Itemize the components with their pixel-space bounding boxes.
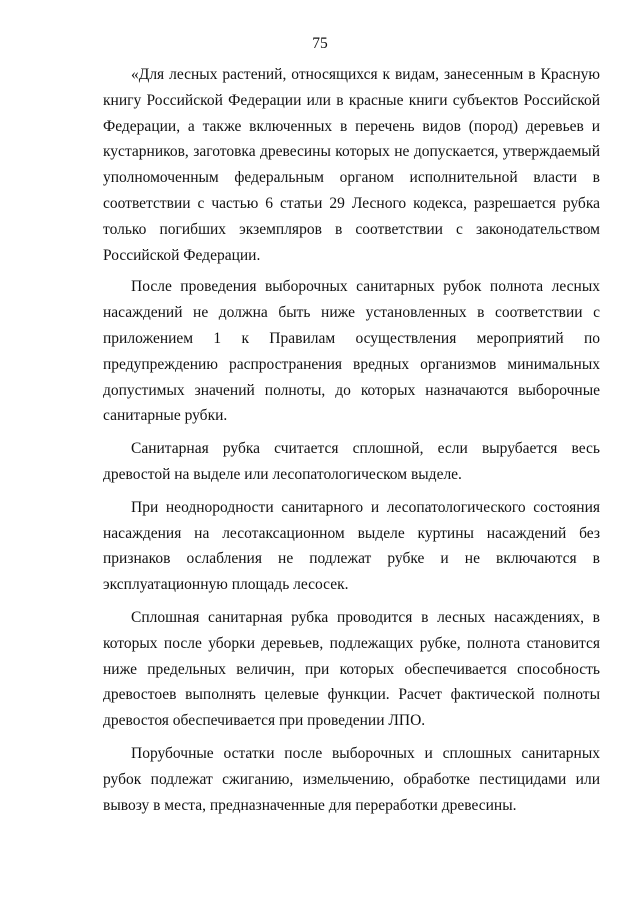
- page-number: 75: [312, 35, 328, 52]
- paragraph-selective-felling-density: После проведения выборочных санитарных рубок полнота лесных насаждений не должна быть ниже установленных в соответствии с приложением 1 к Правилам осуществления мероприятий по предупреждению распространения вредных организмов минимальных допустимых значений полноты, до которых назначаются выборочные санитарные рубки.: [103, 278, 600, 425]
- paragraph-clear-sanitary-felling: Сплошная санитарная рубка проводится в лесных насаждениях, в которых после уборки деревьев, подлежащих рубке, полнота становится ниже предельных величин, при которых обеспечивается способность древостоев выполнять целевые функции. Расчет фактической полноты древостоя обеспечивается при проведении ЛПО.: [103, 608, 600, 730]
- paragraph-heterogeneous-condition: При неоднородности санитарного и лесопатологического состояния насаждения на лесотаксационном выделе куртины насаждений без признаков ослабления не подлежат рубке и не включаются в эксплуатационную площадь лесосек.: [103, 498, 600, 594]
- paragraph-red-book-species: «Для лесных растений, относящихся к видам, занесенным в Красную книгу Российской Федерации или в красные книги субъектов Российской Федерации, а также включенных в перечень видов (пород) деревьев и кустарников, заготовка древесины которых не допускается, утверждаемый уполномоченным федеральным органом исполнительной власти в соответствии с частью 6 статьи 29 Лесного кодекса, разрешается рубка только погибших экземпляров в соответствии с законодательством Российской Федерации.: [103, 66, 600, 264]
- paragraph-clear-felling-definition: Санитарная рубка считается сплошной, если вырубается весь древостой на выделе или лесопатологическом выделе.: [103, 440, 600, 483]
- paragraph-felling-residues: Порубочные остатки после выборочных и сплошных санитарных рубок подлежат сжиганию, измельчению, обработке пестицидами или вывозу в места, предназначенные для переработки древесины.: [103, 744, 600, 814]
- document-body: [103, 62, 600, 818]
